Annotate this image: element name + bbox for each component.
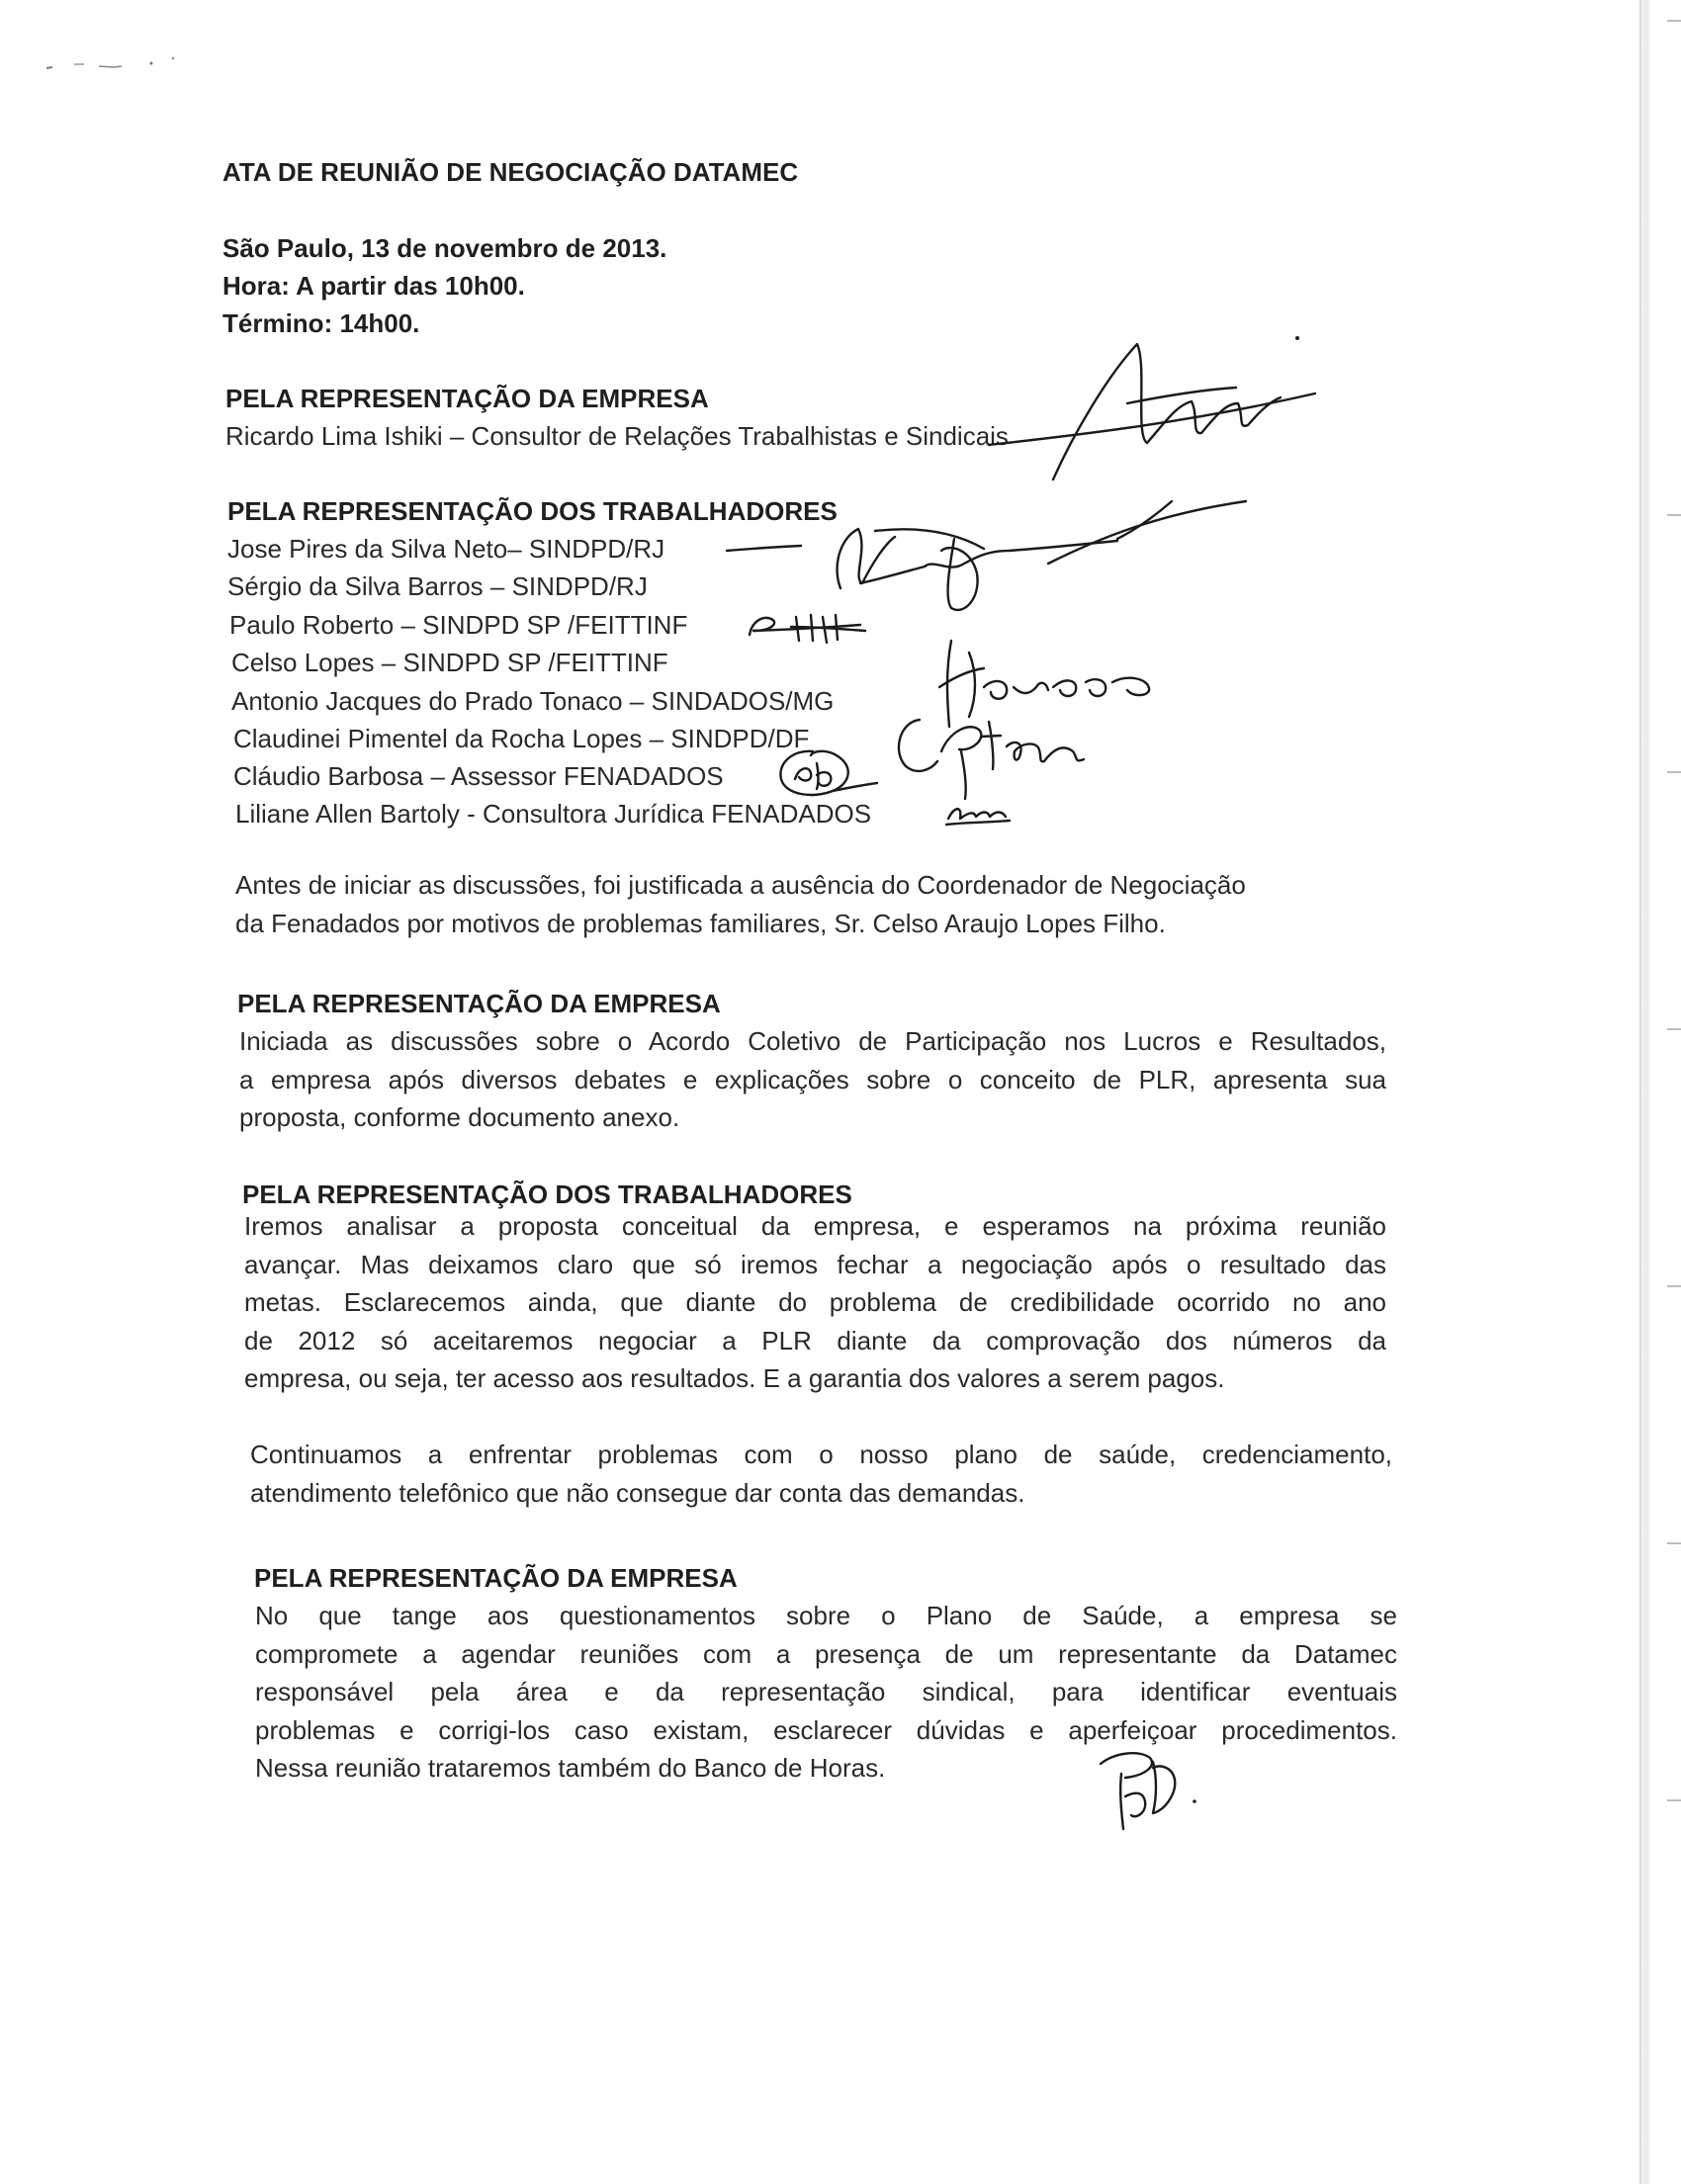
scan-specks (44, 54, 183, 74)
edge-mark (1667, 1285, 1681, 1287)
signature-initials-bottom (1096, 1742, 1204, 1836)
edge-mark (1667, 1542, 1681, 1544)
workers-rep-member: Sérgio da Silva Barros – SINDPD/RJ (227, 571, 648, 601)
paragraph-line: atendimento telefônico que não consegue dar conta das demandas. (250, 1477, 1025, 1508)
signature-company-rep (979, 326, 1335, 494)
edge-mark (1667, 20, 1681, 22)
paragraph-line: de 2012 só aceitaremos negociar a PLR diante da comprovação dos números da (244, 1325, 1386, 1355)
company-section-heading: PELA REPRESENTAÇÃO DA EMPRESA (237, 989, 721, 1018)
paragraph-line: proposta, conforme documento anexo. (239, 1102, 680, 1132)
paragraph-line: responsável pela área e da representação sindical, para identificar eventuais (255, 1677, 1397, 1706)
company-rep-member: Ricardo Lima Ishiki – Consultor de Relações Trabalhistas e Sindicais (225, 421, 1009, 451)
workers-rep-member: Paulo Roberto – SINDPD SP /FEITTINF (229, 610, 688, 640)
edge-mark (1667, 1028, 1681, 1030)
workers-section-heading: PELA REPRESENTAÇÃO DOS TRABALHADORES (242, 1179, 852, 1209)
paragraph-line: Antes de iniciar as discussões, foi justificada a ausência do Coordenador de Negociação (235, 870, 1246, 900)
intro-paragraph (235, 866, 1377, 942)
paragraph-line: a empresa após diversos debates e explicações sobre o conceito de PLR, apresenta sua (239, 1064, 1386, 1094)
paragraph-line: No que tange aos questionamentos sobre o Plano de Saúde, a empresa se (255, 1601, 1397, 1630)
workers-rep-member: Liliane Allen Bartoly - Consultora Jurídica FENADADOS (235, 799, 872, 829)
paragraph-line: compromete a agendar reuniões com a presença de um representante da Datamec (255, 1638, 1397, 1669)
workers-rep-member: Claudinei Pimentel da Rocha Lopes – SINDPD/DF (233, 724, 810, 753)
signature-paulo-roberto (742, 605, 870, 650)
paragraph-line: Continuamos a enfrentar problemas com o nosso plano de saúde, credenciamento, (250, 1440, 1392, 1469)
signature-liliane (944, 797, 1014, 829)
edge-mark (1667, 1799, 1681, 1801)
document-title: ATA DE REUNIÃO DE NEGOCIAÇÃO DATAMEC (222, 157, 799, 187)
meeting-start-time: Hora: A partir das 10h00. (222, 271, 525, 301)
workers-section-paragraph (244, 1207, 1386, 1398)
paragraph-line: Iniciada as discussões sobre o Acordo Coletivo de Participação nos Lucros e Resultados, (239, 1026, 1386, 1056)
company-section-2-heading: PELA REPRESENTAÇÃO DA EMPRESA (254, 1563, 738, 1593)
company-rep-heading: PELA REPRESENTAÇÃO DA EMPRESA (225, 384, 709, 413)
signature-claudinei (890, 692, 1088, 801)
scanner-edge (1639, 0, 1681, 2184)
paragraph-line: avançar. Mas deixamos claro que só iremos fechar a negociação após o resultado das (244, 1249, 1386, 1279)
workers-rep-member: Antonio Jacques do Prado Tonaco – SINDADOS/MG (231, 686, 835, 716)
company-section-2-paragraph (255, 1597, 1397, 1788)
paragraph-line: problemas e corrigi-los caso existam, esclarecer dúvidas e aperfeiçoar procedimentos. (255, 1714, 1397, 1745)
health-plan-paragraph (250, 1436, 1392, 1512)
meeting-date: São Paulo, 13 de novembro de 2013. (222, 233, 667, 263)
company-section-paragraph (239, 1022, 1386, 1137)
paragraph-line: empresa, ou seja, ter acesso aos resultados. E a garantia dos valores a serem pagos. (244, 1363, 1225, 1393)
workers-rep-member: Jose Pires da Silva Neto– SINDPD/RJ (227, 534, 665, 564)
edge-mark (1667, 771, 1681, 773)
paragraph-line: Iremos analisar a proposta conceitual da empresa, e esperamos na próxima reunião (244, 1211, 1386, 1241)
workers-rep-member: Celso Lopes – SINDPD SP /FEITTINF (231, 648, 668, 677)
meeting-end-time: Término: 14h00. (222, 308, 420, 338)
paragraph-line: da Fenadados por motivos de problemas familiares, Sr. Celso Araujo Lopes Filho. (235, 908, 1166, 938)
workers-rep-member: Cláudio Barbosa – Assessor FENADADOS (233, 761, 724, 791)
workers-rep-heading: PELA REPRESENTAÇÃO DOS TRABALHADORES (227, 496, 838, 526)
paragraph-line: Nessa reunião trataremos também do Banco de Horas. (255, 1753, 886, 1783)
paragraph-line: metas. Esclarecemos ainda, que diante do problema de credibilidade ocorrido no ano (244, 1287, 1386, 1317)
signature-claudio (773, 743, 882, 803)
edge-mark (1667, 514, 1681, 516)
